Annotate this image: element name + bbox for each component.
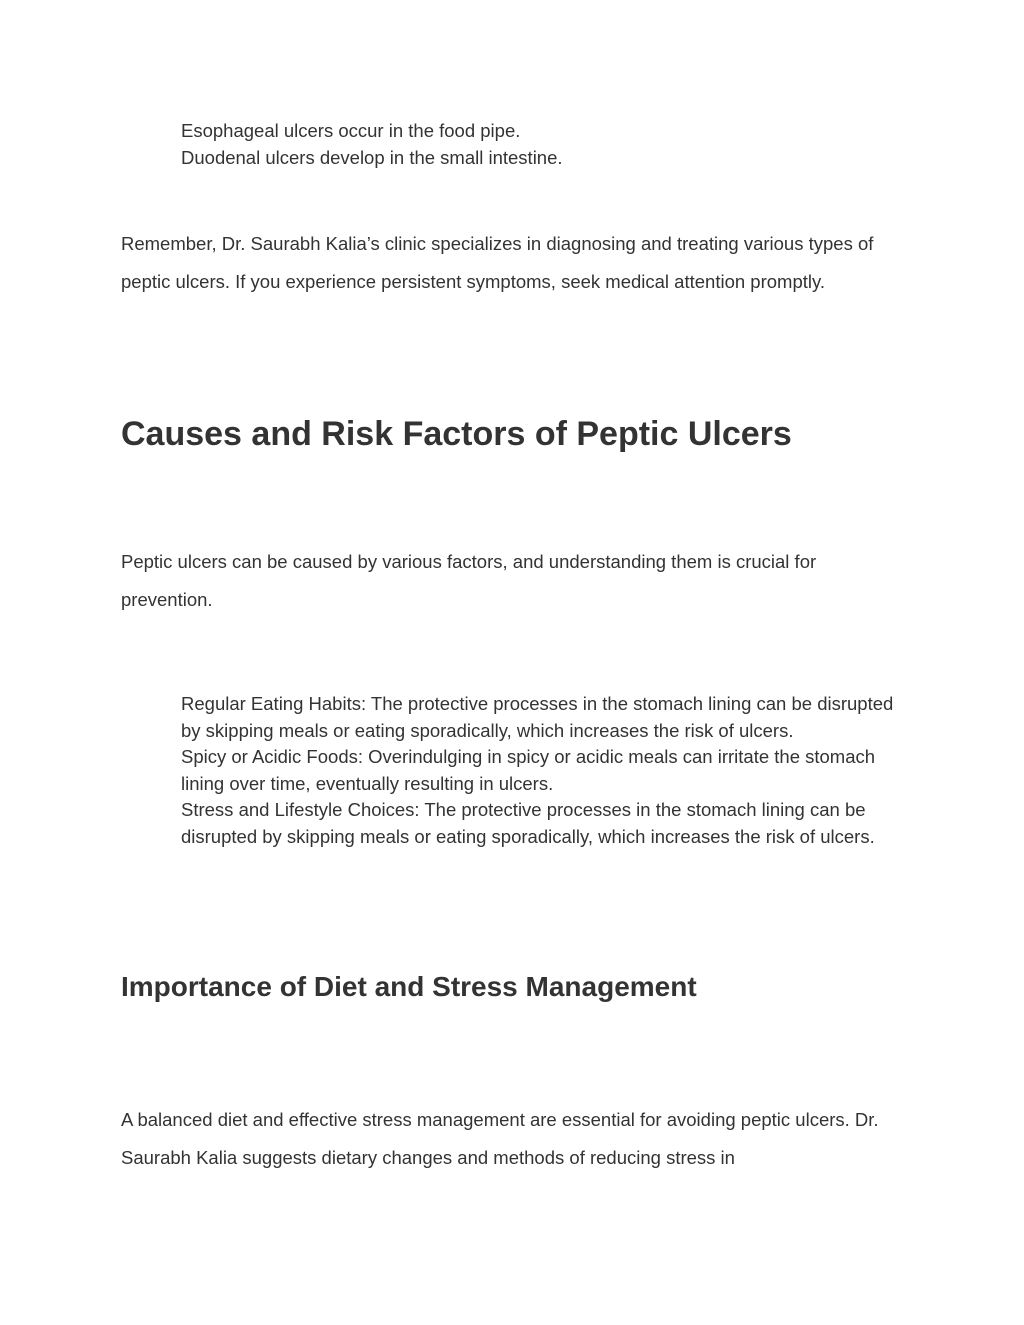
intro-paragraph: Remember, Dr. Saurabh Kalia’s clinic specializes in diagnosing and treating various types of peptic ulcers. If you experience persistent symptoms, seek medical attention promptly. — [121, 233, 874, 292]
diet-paragraph: A balanced diet and effective stress management are essential for avoiding peptic ulcers. Dr. Saurabh Kalia suggests dietary changes and methods of reducing stress in — [121, 1109, 879, 1168]
list-item: Esophageal ulcers occur in the food pipe. — [181, 120, 521, 141]
causes-heading: Causes and Risk Factors of Peptic Ulcers — [121, 415, 792, 453]
list-item: Regular Eating Habits: The protective processes in the stomach lining can be disrupted by skipping meals or eating sporadically, which increases the risk of ulcers. — [181, 693, 894, 741]
diet-heading: Importance of Diet and Stress Management — [121, 971, 697, 1002]
list-item: Duodenal ulcers develop in the small intestine. — [181, 146, 563, 168]
ulcer-types-list — [181, 118, 911, 171]
causes-paragraph: Peptic ulcers can be caused by various factors, and understanding them is crucial for prevention. — [121, 551, 817, 610]
list-item: Stress and Lifestyle Choices: The protective processes in the stomach lining can be disrupted by skipping meals or eating sporadically, which increases the risk of ulcers. — [181, 799, 875, 847]
list-item: Spicy or Acidic Foods: Overindulging in spicy or acidic meals can irritate the stomach lining over time, eventually resulting in ulcers. — [181, 746, 876, 794]
causes-list — [181, 691, 911, 850]
